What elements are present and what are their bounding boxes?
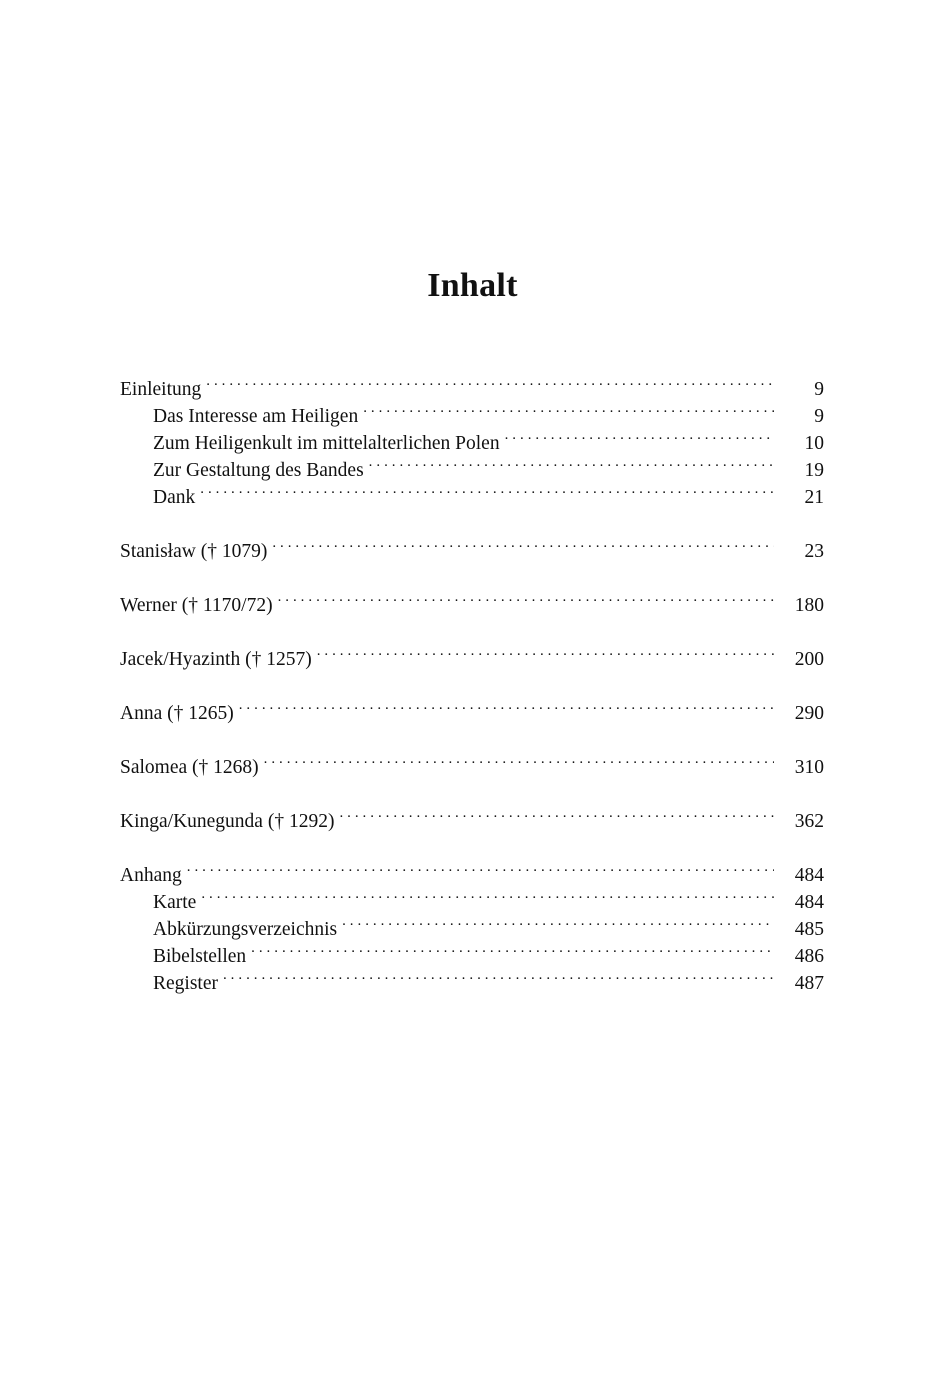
toc-subentry[interactable] <box>120 881 824 913</box>
toc-entry-page: 486 <box>794 946 824 967</box>
toc-entry-title: Bibelstellen <box>153 946 247 967</box>
toc-entry-page: 485 <box>794 919 824 940</box>
toc-entry-title: Salomea († 1268) <box>120 757 259 778</box>
toc-section-salomea <box>120 746 824 778</box>
toc-entry[interactable] <box>120 584 824 616</box>
toc-entry-title: Das Interesse am Heiligen <box>153 406 359 427</box>
toc-entry-title: Karte <box>153 892 197 913</box>
toc-subentry[interactable] <box>120 395 824 427</box>
toc-entry[interactable] <box>120 692 824 724</box>
toc-entry-page: 19 <box>804 460 824 481</box>
toc-entry-page: 9 <box>814 379 824 400</box>
toc-entry-title: Werner († 1170/72) <box>120 595 273 616</box>
toc-section-kinga <box>120 800 824 832</box>
toc-entry[interactable] <box>120 800 824 832</box>
dot-leader <box>251 935 774 962</box>
toc-section-einleitung <box>120 368 824 508</box>
toc-entry[interactable] <box>120 854 824 886</box>
table-of-contents <box>120 368 824 994</box>
toc-entry-page: 362 <box>794 811 824 832</box>
toc-entry-page: 23 <box>804 541 824 562</box>
toc-entry-page: 290 <box>794 703 824 724</box>
toc-entry-page: 487 <box>794 973 824 994</box>
dot-leader <box>264 746 774 773</box>
toc-section-anna <box>120 692 824 724</box>
toc-entry-title: Anna († 1265) <box>120 703 234 724</box>
toc-entry-page: 200 <box>794 649 824 670</box>
toc-entry[interactable] <box>120 368 824 400</box>
toc-section-stanislaw <box>120 530 824 562</box>
dot-leader <box>200 476 774 503</box>
toc-entry-title: Dank <box>153 487 196 508</box>
toc-section-jacek <box>120 638 824 670</box>
toc-entry-title: Anhang <box>120 865 182 886</box>
toc-entry-page: 310 <box>794 757 824 778</box>
dot-leader <box>363 395 774 422</box>
dot-leader <box>272 530 774 557</box>
dot-leader <box>369 449 774 476</box>
toc-entry-title: Stanisław († 1079) <box>120 541 268 562</box>
toc-section-werner <box>120 584 824 616</box>
toc-entry-title: Zum Heiligenkult im mittelalterlichen Polen <box>153 433 500 454</box>
toc-entry-title: Jacek/Hyazinth († 1257) <box>120 649 312 670</box>
toc-entry-page: 484 <box>794 892 824 913</box>
toc-entry-page: 484 <box>794 865 824 886</box>
dot-leader <box>342 908 774 935</box>
toc-entry[interactable] <box>120 638 824 670</box>
toc-section-anhang <box>120 854 824 994</box>
toc-entry[interactable] <box>120 530 824 562</box>
toc-entry-title: Kinga/Kunegunda († 1292) <box>120 811 335 832</box>
toc-entry-page: 180 <box>794 595 824 616</box>
toc-subentry[interactable] <box>120 908 824 940</box>
toc-subentry[interactable] <box>120 962 824 994</box>
toc-entry-title: Register <box>153 973 218 994</box>
page-title: Inhalt <box>427 267 518 304</box>
dot-leader <box>339 800 774 827</box>
toc-entry-page: 9 <box>814 406 824 427</box>
dot-leader <box>278 584 774 611</box>
dot-leader <box>223 962 774 989</box>
dot-leader <box>201 881 774 908</box>
dot-leader <box>187 854 774 881</box>
dot-leader <box>505 422 774 449</box>
dot-leader <box>239 692 774 719</box>
toc-entry-page: 10 <box>804 433 824 454</box>
toc-entry[interactable] <box>120 746 824 778</box>
dot-leader <box>317 638 774 665</box>
toc-entry-title: Abkürzungsverzeichnis <box>153 919 338 940</box>
toc-subentry[interactable] <box>120 476 824 508</box>
toc-entry-title: Zur Gestaltung des Bandes <box>153 460 364 481</box>
dot-leader <box>206 368 774 395</box>
toc-entry-page: 21 <box>804 487 824 508</box>
toc-entry-title: Einleitung <box>120 379 202 400</box>
